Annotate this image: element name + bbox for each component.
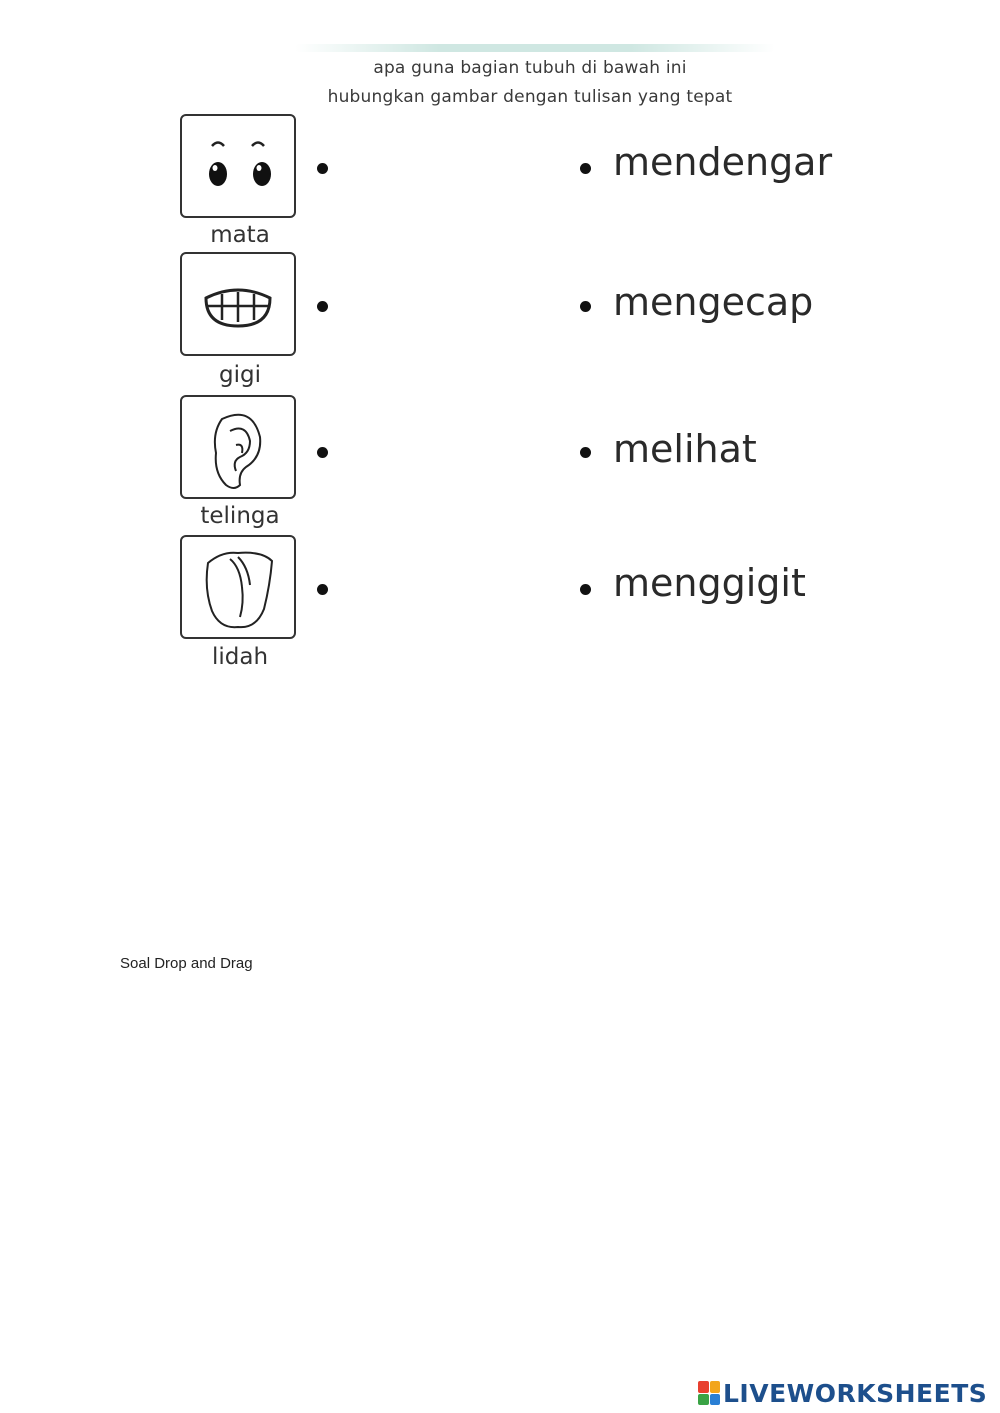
picture-card-mata <box>180 114 296 218</box>
answer-mendengar: mendengar <box>613 140 833 184</box>
teeth-icon <box>182 254 294 354</box>
instruction-line-2: hubungkan gambar dengan tulisan yang tepat <box>327 87 733 107</box>
tongue-icon <box>182 537 294 637</box>
match-dot-left-1[interactable] <box>317 163 328 174</box>
match-dot-right-3[interactable] <box>580 447 591 458</box>
caption-lidah: lidah <box>211 644 269 670</box>
header-decoration <box>295 44 775 52</box>
caption-mata: mata <box>210 222 270 248</box>
liveworksheets-logo <box>698 1378 987 1408</box>
match-dot-left-2[interactable] <box>317 301 328 312</box>
answer-mengecap: mengecap <box>613 280 814 324</box>
match-dot-left-4[interactable] <box>317 584 328 595</box>
answer-menggigit: menggigit <box>613 561 806 605</box>
caption-telinga: telinga <box>200 503 280 529</box>
liveworksheets-badge-icon <box>698 1381 720 1405</box>
answer-melihat: melihat <box>613 427 757 471</box>
picture-card-gigi <box>180 252 296 356</box>
match-dot-right-2[interactable] <box>580 301 591 312</box>
eyes-icon <box>182 116 294 216</box>
caption-gigi: gigi <box>219 362 261 388</box>
match-dot-right-4[interactable] <box>580 584 591 595</box>
brand-name: LIVEWORKSHEETS <box>723 1378 988 1408</box>
match-dot-left-3[interactable] <box>317 447 328 458</box>
picture-card-lidah <box>180 535 296 639</box>
instruction-line-1: apa guna bagian tubuh di bawah ini <box>373 58 687 78</box>
match-dot-right-1[interactable] <box>580 163 591 174</box>
footer-note: Soal Drop and Drag <box>120 955 253 972</box>
ear-icon <box>182 397 294 497</box>
picture-card-telinga <box>180 395 296 499</box>
